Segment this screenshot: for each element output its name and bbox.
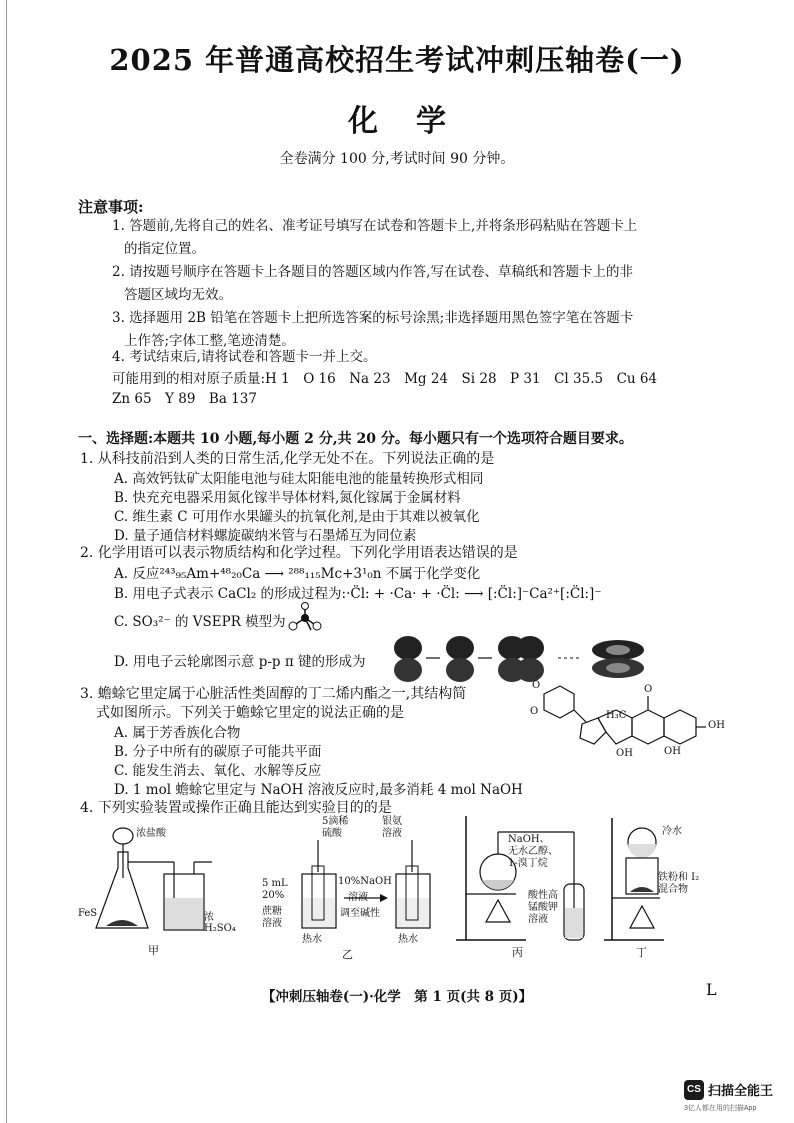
option-d: D. 量子通信材料螺旋碳纳米管与石墨烯互为同位素 [114,528,417,544]
option-c: C. SO₃²⁻ 的 VSEPR 模型为 [114,614,286,630]
option-b: B. 用电子式表示 CaCl₂ 的形成过程为:·C̈l: + ·Ca· + ·C̈l: ⟶ [:C̈l:]⁻Ca²⁺[:C̈l:]⁻ [114,586,602,602]
question-stem: 3. 蟾蜍它里定属于心脏活性类固醇的丁二烯内酯之一,其结构简 [80,686,467,702]
option-c: C. 能发生消去、氧化、水解等反应 [114,763,322,779]
option-b: B. 分子中所有的碳原子可能共平面 [114,744,322,760]
reagent-label: 5 mL [262,878,288,889]
reagent-label: 1-溴丁烷 [508,858,548,869]
reagent-label: 溶液 [348,892,368,903]
notice-item: 2. 请按题号顺序在答题卡上各题目的答题区域内作答,写在试卷、草稿纸和答题卡上的非 [112,264,633,280]
notice-item: 的指定位置。 [124,241,205,257]
reagent-label: 溶液 [382,828,402,839]
option-a: A. 高效钙钛矿太阳能电池与硅太阳能电池的能量转换形式相同 [114,471,484,487]
reagent-label: 冷水 [662,826,682,837]
hydroxyl-label: OH [708,720,725,731]
reagent-label: 溶液 [262,918,282,929]
page-mark: L [706,980,717,999]
scanner-tagline: 3亿人都在用的扫描App [684,1105,757,1112]
atomic-masses-line2: Zn 65 Y 89 Ba 137 [112,391,257,407]
apparatus-label: 丙 [512,946,523,959]
apparatus-yi [262,812,452,962]
exam-title: 2025 年普通高校招生考试冲刺压轴卷(一) [109,43,685,77]
reagent-label: 无水乙醇、 [508,846,558,857]
hydroxyl-label: OH [616,748,633,759]
option-b: B. 快充充电器采用氮化镓半导体材料,氮化镓属于金属材料 [114,490,461,506]
reagent-label: 溶液 [528,914,548,925]
vsepr-model-figure [285,602,325,634]
apparatus-jia [78,818,236,958]
option-d: D. 用电子云轮廓图示意 p-p π 键的形成为 [114,654,366,670]
scanner-app-name: 扫描全能王 [708,1083,774,1098]
notice-item: 3. 选择题用 2B 铅笔在答题卡上把所选答案的标号涂黑;非选择题用黑色签字笔在答题卡 [112,310,634,326]
reagent-label: 酸性高 [528,890,558,901]
reagent-label: 硫酸 [322,828,342,839]
option-a: A. 属于芳香族化合物 [114,725,241,741]
reagent-label: 蔗糖 [262,906,282,917]
oxygen-label: O [532,680,541,691]
question-stem: 1. 从科技前沿到人类的日常生活,化学无处不在。下列说法正确的是 [80,451,495,467]
reagent-label: 热水 [398,934,418,945]
subject-title: 化学 [348,104,484,139]
reagent-label: 银氨 [382,816,402,827]
steroid-structure-figure [520,676,730,776]
exam-info: 全卷满分 100 分,考试时间 90 分钟。 [279,151,515,167]
apparatus-bing [456,810,596,960]
option-a: A. 反应²⁴³₉₅Am+⁴⁸₂₀Ca ⟶ ²⁸⁸₁₁₅Mc+3¹₀n 不属于化学变化 [114,566,481,582]
reagent-label: 调至碱性 [340,908,380,919]
notice-heading: 注意事项: [78,198,144,216]
reagent-label: 热水 [302,934,322,945]
option-d: D. 1 mol 蟾蜍它里定与 NaOH 溶液反应时,最多消耗 4 mol NaOH [114,782,523,798]
oxygen-label: O [530,706,539,717]
notice-item: 上作答;字体工整,笔迹清楚。 [124,333,295,349]
reagent-label: NaOH、 [508,834,550,845]
apparatus-label: 甲 [148,944,159,957]
option-c: C. 维生素 C 可用作水果罐头的抗氧化剂,是由于其难以被氧化 [114,509,480,525]
methyl-label: H₃C [606,710,627,721]
camscanner-logo-icon: CS [684,1080,704,1100]
reagent-label: 铁粉和 I₂ [658,872,700,883]
notice-item: 1. 答题前,先将自己的姓名、准考证号填写在试卷和答题卡上,并将条形码粘贴在答题卡上 [112,218,638,234]
reagent-label: 锰酸钾 [528,902,558,913]
page-footer: 【冲刺压轴卷(一)·化学 第 1 页(共 8 页)】 [261,989,533,1005]
reagent-label: FeS [78,908,98,919]
reagent-label: 5滴稀 [322,816,349,827]
notice-item: 答题区域均无效。 [124,287,232,303]
atomic-masses-line1: 可能用到的相对原子质量:H 1 O 16 Na 23 Mg 24 Si 28 P 31 Cl 35.5 Cu 64 [112,371,658,387]
apparatus-label: 丁 [636,946,647,959]
reagent-label: 20% [262,890,285,901]
question-stem-continued: 式如图所示。下列关于蟾蜍它里定的说法正确的是 [96,705,404,721]
hydroxyl-label: OH [664,746,681,757]
reagent-label: 浓H₂SO₄ [204,912,236,934]
notice-item: 4. 考试结束后,请将试卷和答题卡一并上交。 [112,349,377,365]
question-stem: 2. 化学用语可以表示物质结构和化学过程。下列化学用语表达错误的是 [80,545,518,561]
aldehyde-oxygen-label: O [644,684,653,695]
reagent-label: 混合物 [658,884,688,895]
section-heading: 一、选择题:本题共 10 小题,每小题 2 分,共 20 分。每小题只有一个选项符合题目要求。 [78,431,633,447]
reagent-label: 10%NaOH [338,876,392,887]
apparatus-label: 乙 [342,948,353,961]
apparatus-ding [604,812,714,960]
reagent-label: 浓盐酸 [136,828,166,839]
binding-line [6,0,7,1123]
question-stem: 4. 下列实验装置或操作正确且能达到实验目的的是 [80,800,392,816]
